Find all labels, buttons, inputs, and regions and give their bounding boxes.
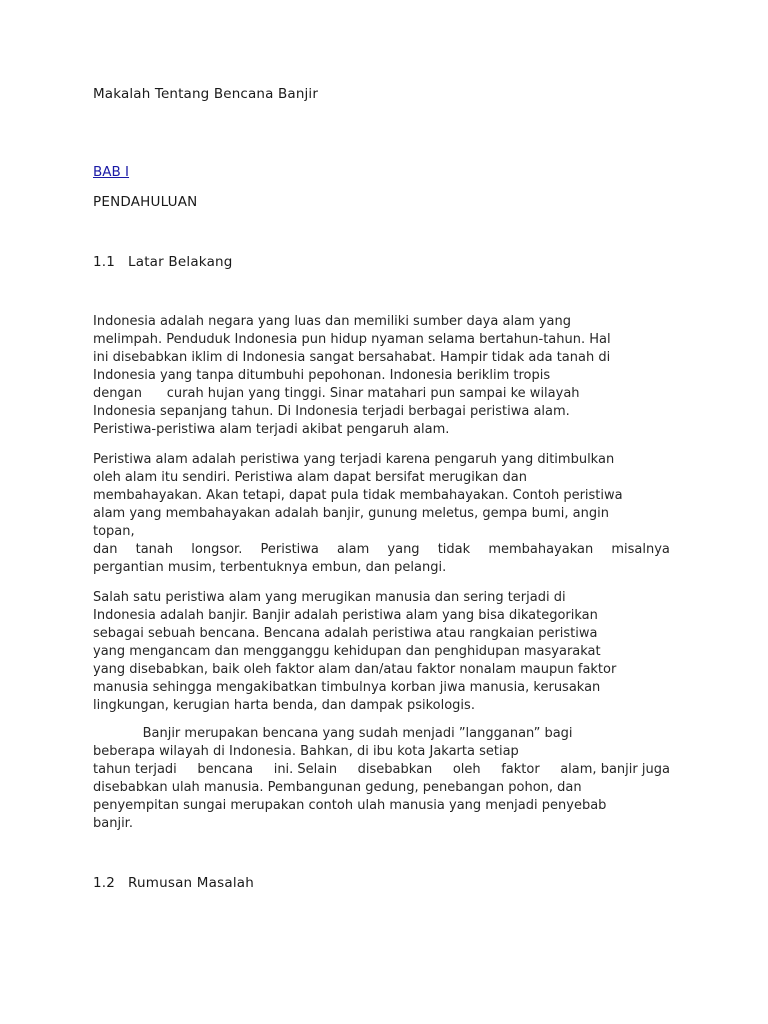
paragraph-line: Indonesia adalah negara yang luas dan memiliki sumber daya alam yang <box>93 314 571 329</box>
paragraph-line: pergantian musim, terbentuknya embun, dan pelangi. <box>93 560 447 575</box>
paragraph-line: disebabkan ulah manusia. Pembangunan gedung, penebangan pohon, dan <box>93 780 582 795</box>
paragraph-2 <box>93 451 670 577</box>
paragraph-line: Indonesia yang tanpa ditumbuhi pepohonan. Indonesia beriklim tropis <box>93 368 551 383</box>
word: Peristiwa <box>260 542 319 557</box>
paragraph-line-justified <box>93 761 670 779</box>
paragraph-line: melimpah. Penduduk Indonesia pun hidup nyaman selama bertahun-tahun. Hal <box>93 332 611 347</box>
paragraph-line: beberapa wilayah di Indonesia. Bahkan, di ibu kota Jakarta setiap <box>93 744 519 759</box>
paragraph-line: manusia sehingga mengakibatkan timbulnya korban jiwa manusia, kerusakan <box>93 680 601 695</box>
word: tahun terjadi <box>93 762 177 777</box>
section-number: 1.2 <box>93 875 116 891</box>
paragraph-line: membahayakan. Akan tetapi, dapat pula tidak membahayakan. Contoh peristiwa <box>93 488 623 503</box>
chapter-title: PENDAHULUAN <box>93 194 198 210</box>
paragraph-line: Peristiwa-peristiwa alam terjadi akibat pengaruh alam. <box>93 422 450 437</box>
paragraph-line: Indonesia adalah banjir. Banjir adalah peristiwa alam yang bisa dikategorikan <box>93 608 598 623</box>
word: alam, banjir juga <box>560 762 670 777</box>
paragraph-line: Indonesia sepanjang tahun. Di Indonesia terjadi berbagai peristiwa alam. <box>93 404 570 419</box>
word: longsor. <box>191 542 243 557</box>
paragraph-1 <box>93 313 670 439</box>
word: tidak <box>437 542 471 557</box>
paragraph-4 <box>93 725 670 833</box>
paragraph-line: topan, <box>93 524 135 539</box>
bab-i-link[interactable]: BAB I <box>93 164 130 180</box>
paragraph-line: Peristiwa alam adalah peristiwa yang terjadi karena pengaruh yang ditimbulkan <box>93 452 615 467</box>
paragraph-line: yang mengancam dan mengganggu kehidupan dan penghidupan masyarakat <box>93 644 601 659</box>
section-heading-latar-belakang <box>93 254 233 270</box>
paragraph-line: alam yang membahayakan adalah banjir, gunung meletus, gempa bumi, angin <box>93 506 609 521</box>
paragraph-line: penyempitan sungai merupakan contoh ulah manusia yang menjadi penyebab <box>93 798 607 813</box>
section-title: Rumusan Masalah <box>128 875 254 891</box>
word: tanah <box>135 542 174 557</box>
word: disebabkan <box>357 762 433 777</box>
paragraph-line: sebagai sebuah bencana. Bencana adalah peristiwa atau rangkaian peristiwa <box>93 626 598 641</box>
section-heading-rumusan-masalah <box>93 875 254 891</box>
paragraph-line: yang disebabkan, baik oleh faktor alam dan/atau faktor nonalam maupun faktor <box>93 662 617 677</box>
paragraph-line: banjir. <box>93 816 133 831</box>
word: bencana <box>197 762 254 777</box>
word: yang <box>387 542 420 557</box>
word: faktor <box>501 762 540 777</box>
word: dan <box>93 542 118 557</box>
section-title: Latar Belakang <box>128 254 233 270</box>
word: oleh <box>452 762 481 777</box>
section-number: 1.1 <box>93 254 116 270</box>
paragraph-line: ini disebabkan iklim di Indonesia sangat bersahabat. Hampir tidak ada tanah di <box>93 350 611 365</box>
word: misalnya <box>611 542 670 557</box>
document-title: Makalah Tentang Bencana Banjir <box>93 86 319 102</box>
word: alam <box>337 542 370 557</box>
word: ini. Selain <box>273 762 338 777</box>
paragraph-line-justified <box>93 541 670 559</box>
paragraph-line: oleh alam itu sendiri. Peristiwa alam dapat bersifat merugikan dan <box>93 470 527 485</box>
word: membahayakan <box>488 542 594 557</box>
paragraph-3 <box>93 589 670 715</box>
paragraph-line: dengan curah hujan yang tinggi. Sinar matahari pun sampai ke wilayah <box>93 386 580 401</box>
paragraph-line: Banjir merupakan bencana yang sudah menjadi ”langganan” bagi <box>93 726 573 741</box>
paragraph-line: lingkungan, kerugian harta benda, dan dampak psikologis. <box>93 698 475 713</box>
paragraph-line: Salah satu peristiwa alam yang merugikan manusia dan sering terjadi di <box>93 590 566 605</box>
